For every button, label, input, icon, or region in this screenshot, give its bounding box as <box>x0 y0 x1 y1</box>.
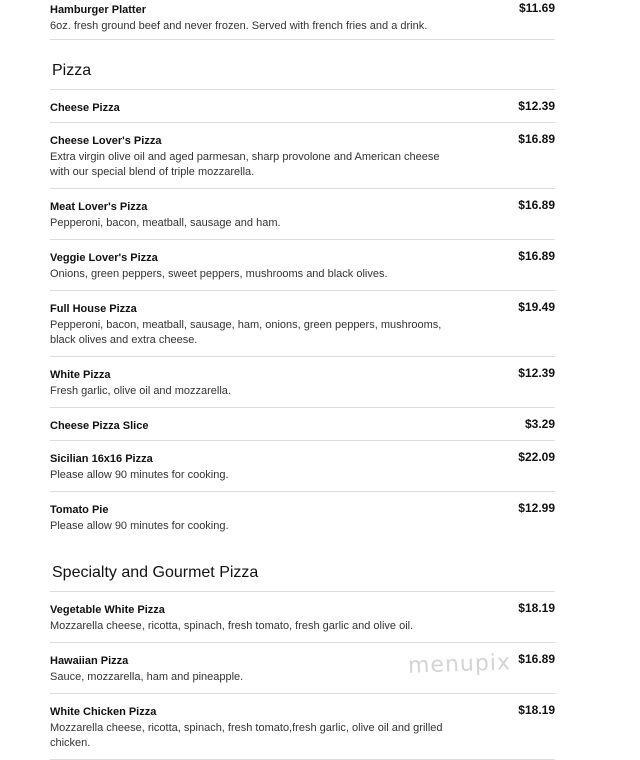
section-title-specialty: Specialty and Gourmet Pizza <box>50 542 555 592</box>
section-title-pizza: Pizza <box>50 40 555 90</box>
item-description: Pepperoni, bacon, meatball, sausage, ham, onions, green peppers, mushrooms, black olives and extra cheese. <box>50 319 442 346</box>
menu-item <box>50 291 555 357</box>
item-name: Sicilian 16x16 Pizza <box>50 453 153 465</box>
item-price: $11.69 <box>518 1 555 15</box>
item-name: Meat Lover's Pizza <box>50 201 148 213</box>
item-price: $12.39 <box>518 366 555 380</box>
menu <box>50 0 555 760</box>
item-price: $18.19 <box>518 703 555 717</box>
item-name: Cheese Pizza <box>50 102 120 114</box>
menu-item <box>50 408 555 441</box>
item-row <box>50 702 555 718</box>
item-price: $16.89 <box>518 652 555 666</box>
section-pizza-items <box>50 90 555 542</box>
item-row <box>50 500 555 516</box>
menupix-watermark: menupix <box>407 650 512 679</box>
item-description: Fresh garlic, olive oil and mozzarella. <box>50 385 231 397</box>
item-name: Full House Pizza <box>50 303 137 315</box>
menu-item <box>50 189 555 240</box>
menu-item-hamburger-platter <box>50 0 555 40</box>
item-description: Sauce, mozzarella, ham and pineapple. <box>50 671 244 683</box>
item-description: Onions, green peppers, sweet peppers, mushrooms and black olives. <box>50 268 388 280</box>
item-price: $22.09 <box>518 450 555 464</box>
item-name: Cheese Lover's Pizza <box>50 135 162 147</box>
item-row <box>50 131 555 147</box>
item-description: Pepperoni, bacon, meatball, sausage and ham. <box>50 217 281 229</box>
item-description: Please allow 90 minutes for cooking. <box>50 520 229 532</box>
item-row <box>50 0 555 16</box>
item-name: White Pizza <box>50 369 111 381</box>
item-price: $12.39 <box>518 99 555 113</box>
item-description: Please allow 90 minutes for cooking. <box>50 469 229 481</box>
item-price: $19.49 <box>518 300 555 314</box>
menu-item <box>50 123 555 189</box>
item-price: $18.19 <box>518 601 555 615</box>
menu-item <box>50 592 555 643</box>
menu-item <box>50 694 555 760</box>
item-row <box>50 600 555 616</box>
item-row <box>50 416 555 432</box>
item-description: Mozzarella cheese, ricotta, spinach, fresh tomato, fresh garlic and olive oil. <box>50 620 414 632</box>
item-price: $16.89 <box>518 249 555 263</box>
item-price: $12.99 <box>518 501 555 515</box>
item-name: Veggie Lover's Pizza <box>50 252 158 264</box>
menu-item <box>50 492 555 542</box>
menu-item <box>50 357 555 408</box>
item-description: Mozzarella cheese, ricotta, spinach, fresh tomato,fresh garlic, olive oil and grilled chicken. <box>50 722 443 749</box>
item-row <box>50 365 555 381</box>
item-description: Extra virgin olive oil and aged parmesan, sharp provolone and American cheese with our special blend of triple mozzarella. <box>50 151 440 178</box>
item-name: Tomato Pie <box>50 504 109 516</box>
item-name: White Chicken Pizza <box>50 706 157 718</box>
item-row <box>50 449 555 465</box>
item-price: $16.89 <box>518 198 555 212</box>
item-row <box>50 299 555 315</box>
item-name: Hawaiian Pizza <box>50 655 129 667</box>
item-row <box>50 248 555 264</box>
item-name: Cheese Pizza Slice <box>50 420 149 432</box>
item-description: 6oz. fresh ground beef and never frozen. Served with french fries and a drink. <box>50 20 428 32</box>
item-row <box>50 98 555 114</box>
item-name: Hamburger Platter <box>50 4 146 16</box>
menu-item <box>50 441 555 492</box>
item-price: $3.29 <box>524 417 555 431</box>
item-price: $16.89 <box>518 132 555 146</box>
menu-item <box>50 90 555 123</box>
item-row <box>50 197 555 213</box>
item-name: Vegetable White Pizza <box>50 604 165 616</box>
menu-item <box>50 240 555 291</box>
